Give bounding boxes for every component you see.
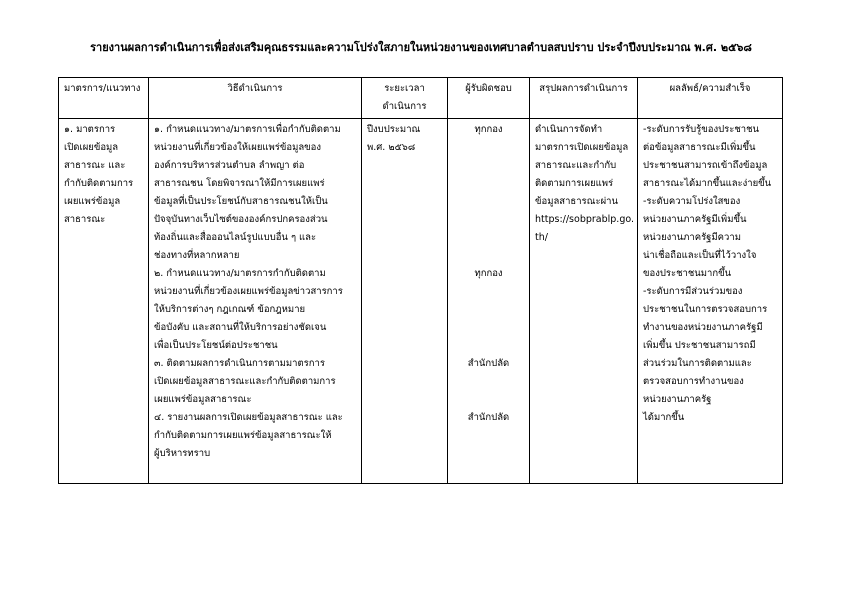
- text-line: ช่องทางที่หลากหลาย: [154, 250, 240, 261]
- cell-measure: [59, 119, 149, 484]
- header-method: วิธีดำเนินการ: [149, 78, 362, 119]
- text-line: ๒. กำหนดแนวทาง/มาตรการกำกับติดตาม: [154, 268, 326, 279]
- header-period-line: ระยะเวลา: [384, 83, 425, 94]
- text-line: องค์การบริหารส่วนตำบล ลำพญา ต่อ: [154, 160, 305, 171]
- text-line: -ระดับการรับรู้ของประชาชน: [643, 124, 760, 135]
- text-line: หน่วยงานภาครัฐ: [643, 394, 712, 405]
- text-line: ประชาชนในการตรวจสอบการ: [643, 304, 768, 315]
- text-line: เพื่อเป็นประโยชน์ต่อประชาชน: [154, 340, 278, 351]
- responsible-entry: สำนักปลัด: [467, 358, 510, 369]
- text-line: สาธารณชน โดยพิจารณาให้มีการเผยแพร่: [154, 178, 325, 189]
- method-item: [154, 121, 356, 265]
- text-line: ทำงานของหน่วยงานภาครัฐมี: [643, 322, 763, 333]
- text-line: ให้บริการต่างๆ กฎเกณฑ์ ข้อกฎหมาย: [154, 304, 306, 315]
- text-line: หน่วยงานภาครัฐมีเพิ่มขึ้น: [643, 214, 747, 225]
- responsible-entry: ทุกกอง: [474, 268, 503, 279]
- header-result: ผลลัพธ์/ความสำเร็จ: [638, 78, 783, 119]
- method-item: [154, 265, 356, 355]
- cell-result: [638, 119, 783, 484]
- summary-link[interactable]: https://sobprablp.go.: [535, 214, 635, 225]
- text-line: หน่วยงานที่เกี่ยวข้องให้เผยแพร่ข้อมูลของ: [154, 142, 322, 153]
- method-item: [154, 355, 356, 409]
- text-line: -ระดับความโปร่งใสของ: [643, 196, 741, 207]
- page-title: รายงานผลการดำเนินการเพื่อส่งเสริมคุณธรรมและความโปร่งใสภายในหน่วยงานของเทศบาลตำบลสบปราบ ประจำปีงบประมาณ พ.ศ. ๒๕๖๘: [90, 41, 752, 54]
- text-line: ของประชาชนมากขึ้น: [643, 268, 732, 279]
- cell-period: [362, 119, 448, 484]
- text-line: สาธารณะและกำกับ: [535, 160, 617, 171]
- text-line: ผู้บริหารทราบ: [154, 448, 211, 459]
- text-line: สาธารณะได้มากขึ้นและง่ายขึ้น: [643, 178, 772, 189]
- text-line: ข้อบังคับ และสถานที่ให้บริการอย่างชัดเจน: [154, 322, 327, 333]
- text-line: ปีงบประมาณ: [367, 124, 421, 135]
- text-line: สาธารณะ และ: [64, 160, 126, 171]
- text-line: เปิดเผยข้อมูล: [64, 142, 119, 153]
- text-line: พ.ศ. ๒๕๖๘: [367, 142, 416, 153]
- text-line: ได้มากขึ้น: [643, 412, 685, 423]
- text-line: ๑. กำหนดแนวทาง/มาตรการเพื่อกำกับติดตาม: [154, 124, 341, 135]
- text-line: เพิ่มขึ้น ประชาชนสามารถมี: [643, 340, 756, 351]
- responsible-entry: สำนักปลัด: [467, 412, 510, 423]
- responsible-entry: ทุกกอง: [474, 124, 503, 135]
- header-period: [362, 78, 448, 119]
- text-line: ส่วนร่วมในการติดตามและ: [643, 358, 752, 369]
- text-line: ติดตามการเผยแพร่: [535, 178, 614, 189]
- header-summary: สรุปผลการดำเนินการ: [530, 78, 638, 119]
- summary-link[interactable]: th/: [535, 232, 548, 243]
- text-line: เปิดเผยข้อมูลสาธารณะและกำกับติดตามการ: [154, 376, 336, 387]
- text-line: ข้อมูลสาธารณะผ่าน: [535, 196, 618, 207]
- text-line: กำกับติดตามการ: [64, 178, 134, 189]
- header-measure: มาตรการ/แนวทาง: [59, 78, 149, 119]
- text-line: ท้องถิ่นและสื่อออนไลน์รูปแบบอื่น ๆ และ: [154, 232, 317, 243]
- text-line: กำกับติดตามการเผยแพร่ข้อมูลสาธารณะให้: [154, 430, 332, 441]
- header-period-line: ดำเนินการ: [382, 101, 427, 112]
- text-line: น่าเชื่อถือและเป็นที่ไว้วางใจ: [643, 250, 757, 261]
- cell-summary: [530, 119, 638, 484]
- text-line: ประชาชนสามารถเข้าถึงข้อมูล: [643, 160, 768, 171]
- text-line: เผยแพร่ข้อมูล: [64, 196, 121, 207]
- table-row: [59, 119, 783, 484]
- text-line: ปัจจุบันทางเว็บไซต์ขององค์กรปกครองส่วน: [154, 214, 328, 225]
- text-line: -ระดับการมีส่วนร่วมของ: [643, 286, 743, 297]
- report-table: [58, 77, 783, 484]
- text-line: ๓. ติดตามผลการดำเนินการตามมาตรการ: [154, 358, 325, 369]
- text-line: ๑. มาตรการ: [64, 124, 116, 135]
- cell-responsible: [448, 119, 530, 484]
- text-line: ต่อข้อมูลสาธารณะมีเพิ่มขึ้น: [643, 142, 756, 153]
- text-line: ดำเนินการจัดทำ: [535, 124, 603, 135]
- text-line: หน่วยงานที่เกี่ยวข้องเผยแพร่ข้อมูลข่าวสารการ: [154, 286, 343, 297]
- text-line: หน่วยงานภาครัฐมีความ: [643, 232, 741, 243]
- text-line: ตรวจสอบการทำงานของ: [643, 376, 744, 387]
- table-header-row: [59, 78, 783, 119]
- method-item: [154, 409, 356, 463]
- text-line: ๔. รายงานผลการเปิดเผยข้อมูลสาธารณะ และ: [154, 412, 343, 423]
- cell-method: [149, 119, 362, 484]
- text-line: มาตรการเปิดเผยข้อมูล: [535, 142, 629, 153]
- text-line: ข้อมูลที่เป็นประโยชน์กับสาธารณชนให้เป็น: [154, 196, 328, 207]
- header-responsible: ผู้รับผิดชอบ: [448, 78, 530, 119]
- text-line: เผยแพร่ข้อมูลสาธารณะ: [154, 394, 252, 405]
- text-line: สาธารณะ: [64, 214, 106, 225]
